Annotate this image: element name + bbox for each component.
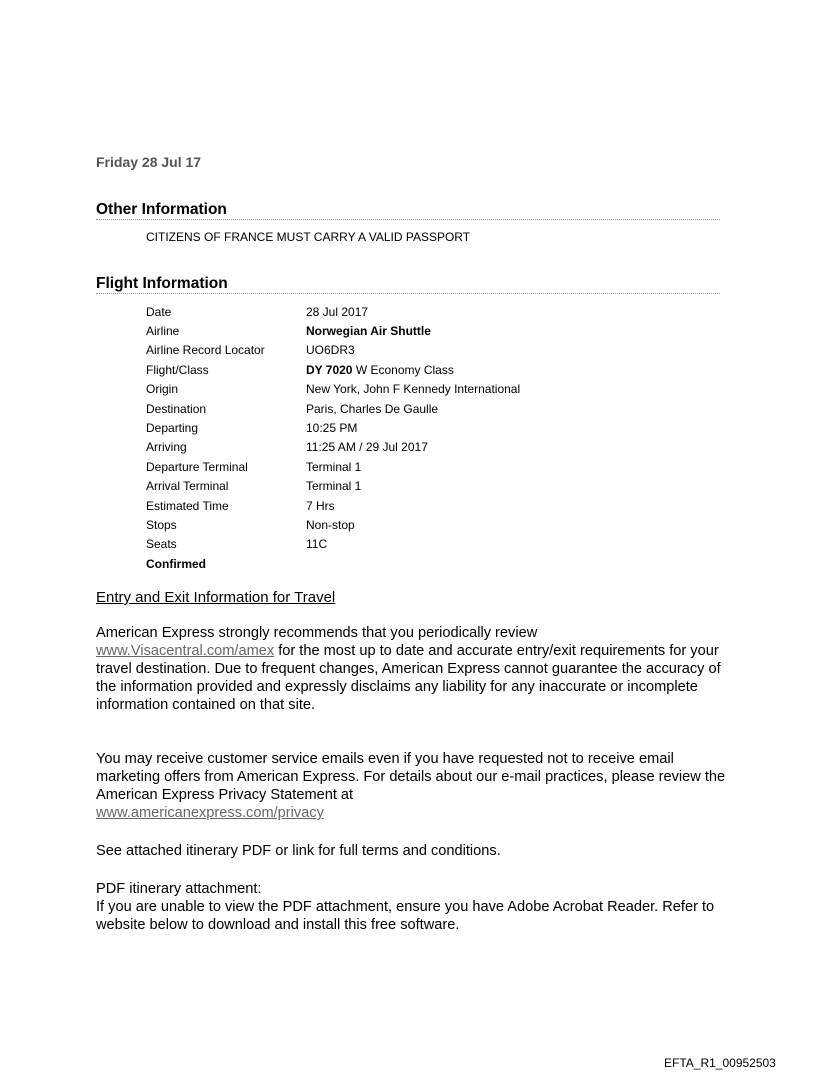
flight-information-title <box>96 274 720 294</box>
visa-text-before: American Express strongly recommends that you periodically review <box>96 625 538 641</box>
row-value: 11:25 AM / 29 Jul 2017 <box>306 440 428 455</box>
table-row <box>146 457 520 476</box>
row-label: Estimated Time <box>146 498 229 513</box>
entry-exit-heading: Entry and Exit Information for Travel <box>96 589 336 606</box>
other-information-title <box>96 200 720 220</box>
table-row <box>146 515 520 534</box>
row-value: 11C <box>306 537 328 552</box>
row-label: Arriving <box>146 440 187 455</box>
table-row <box>146 380 520 399</box>
pdf-label: PDF itinerary attachment: <box>96 881 262 897</box>
row-value: 10:25 PM <box>306 421 358 436</box>
row-label: Airline Record Locator <box>146 343 265 358</box>
row-value: Terminal 1 <box>306 459 362 474</box>
visa-text-after: for the most up to date and accurate entry/exit requirements for your travel destination. Due to frequent changes, American Express cannot guarantee the accuracy of the information provided and expressly disclaims any liability for any inaccurate or incomplete information contained on that site. <box>96 643 721 713</box>
flight-number: DY 7020 <box>306 362 353 377</box>
flight-details-table <box>146 302 520 573</box>
privacy-link[interactable]: www.americanexpress.com/privacy <box>96 805 324 821</box>
visa-paragraph <box>96 624 736 714</box>
booking-status: Confirmed <box>146 556 206 571</box>
table-row <box>146 477 520 496</box>
row-label: Airline <box>146 324 180 339</box>
table-row <box>146 360 520 379</box>
table-row <box>146 554 520 573</box>
row-label: Stops <box>146 517 177 532</box>
row-value: New York, John F Kennedy International <box>306 382 521 397</box>
row-value: Terminal 1 <box>306 479 362 494</box>
pdf-instructions: If you are unable to view the PDF attachment, ensure you have Adobe Acrobat Reader. Refer to website below to download and install this free software. <box>96 899 715 933</box>
passport-notice: CITIZENS OF FRANCE MUST CARRY A VALID PASSPORT <box>146 230 471 244</box>
row-label: Departing <box>146 421 199 436</box>
row-value: 28 Jul 2017 <box>306 304 369 319</box>
pdf-paragraph <box>96 880 736 934</box>
document-id: EFTA_R1_00952503 <box>664 1056 776 1070</box>
row-label: Departure Terminal <box>146 459 248 474</box>
row-value: Non-stop <box>306 517 355 532</box>
row-label: Seats <box>146 537 177 552</box>
table-row <box>146 438 520 457</box>
table-row <box>146 321 520 340</box>
table-row <box>146 496 520 515</box>
email-paragraph <box>96 750 736 822</box>
table-row <box>146 302 520 321</box>
email-text: You may receive customer service emails even if you have requested not to receive email marketing offers from American Express. For details about our e-mail practices, please review the American Express Privacy Statement at <box>96 751 726 803</box>
row-label: Flight/Class <box>146 362 209 377</box>
table-row <box>146 341 520 360</box>
row-label: Date <box>146 304 172 319</box>
class-name: W Economy Class <box>352 362 454 377</box>
terms-paragraph: See attached itinerary PDF or link for full terms and conditions. <box>96 843 501 859</box>
airline-name: Norwegian Air Shuttle <box>306 324 431 339</box>
row-label: Arrival Terminal <box>146 479 229 494</box>
date-heading: Friday 28 Jul 17 <box>96 154 202 170</box>
visacentral-link[interactable]: www.Visacentral.com/amex <box>96 643 275 659</box>
row-value: Paris, Charles De Gaulle <box>306 401 439 416</box>
record-locator: UO6DR3 <box>306 343 355 358</box>
row-label: Destination <box>146 401 207 416</box>
table-row <box>146 399 520 418</box>
row-value: 7 Hrs <box>306 498 335 513</box>
flight-information-title-text: Flight Information <box>96 275 228 292</box>
flight-class <box>306 360 520 379</box>
table-row <box>146 535 520 554</box>
table-row <box>146 418 520 437</box>
other-information-title-text: Other Information <box>96 201 227 218</box>
row-label: Origin <box>146 382 179 397</box>
